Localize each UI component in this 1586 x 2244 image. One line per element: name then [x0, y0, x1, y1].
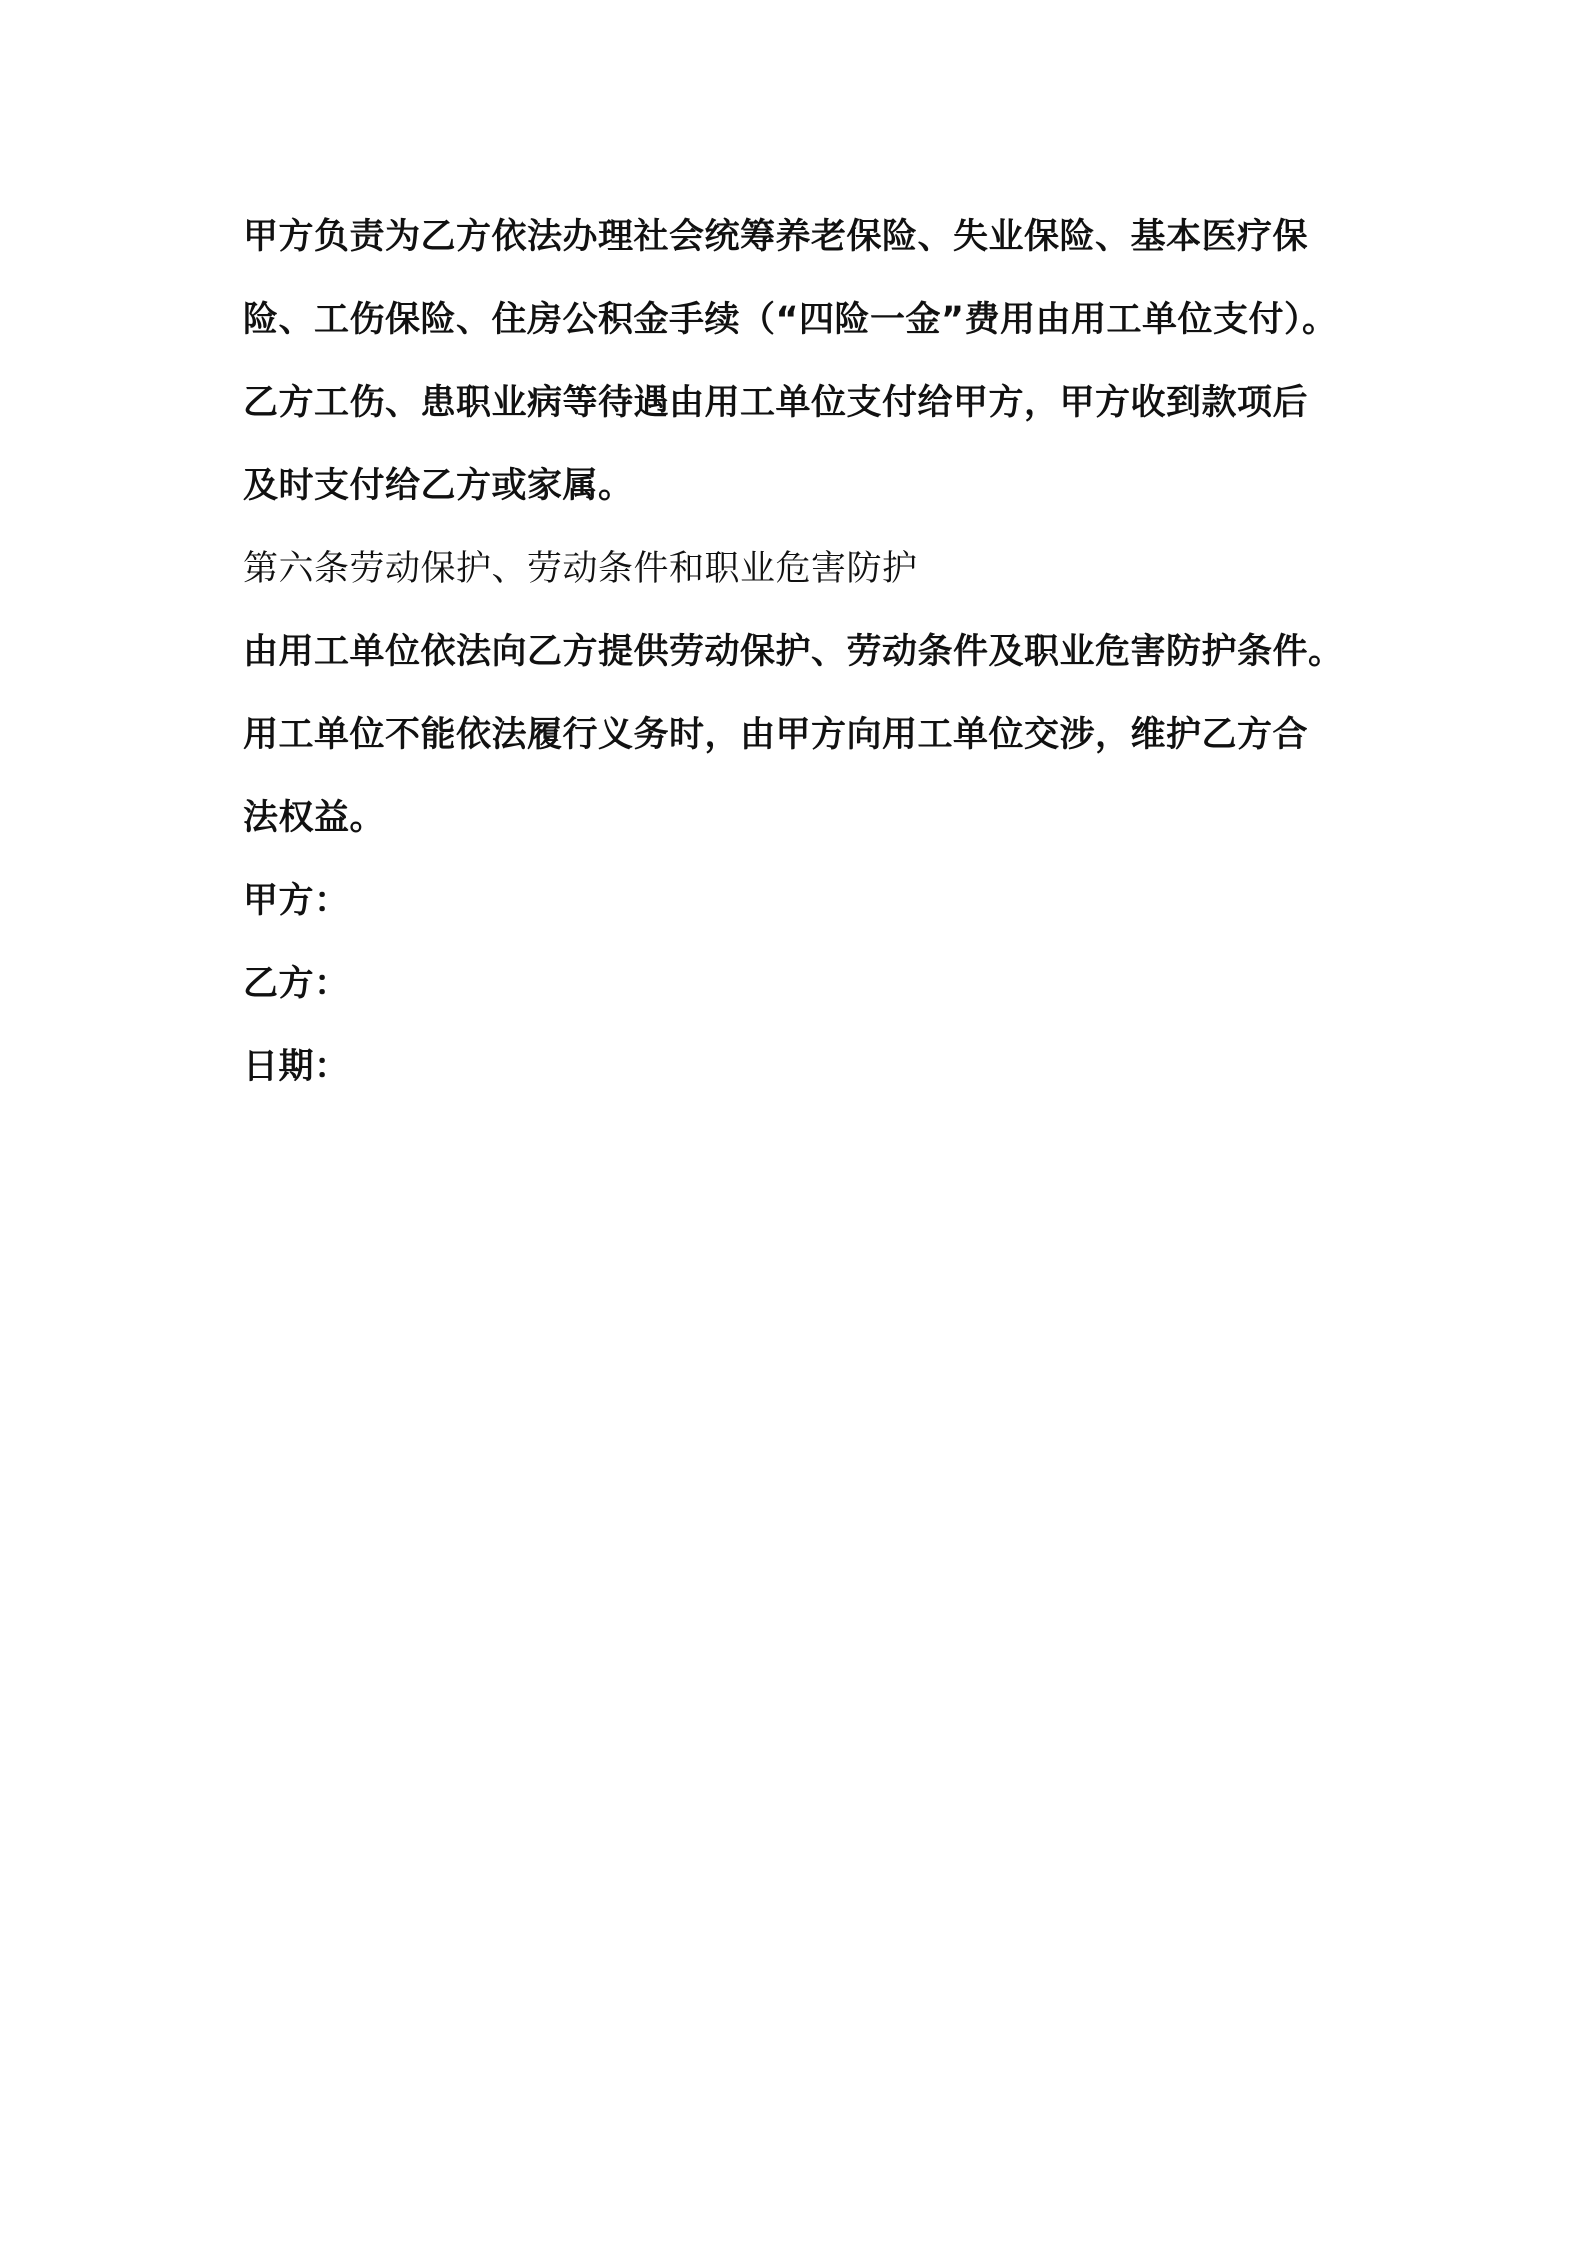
document-body — [243, 196, 1393, 1109]
section-heading: 第六条劳动保护、劳动条件和职业危害防护 — [243, 549, 918, 589]
paragraph-line-3: 乙方工伤、患职业病等待遇由用工单位支付给甲方，甲方收到款项后 — [243, 383, 1309, 423]
paragraph-line-8: 法权益。 — [243, 798, 386, 838]
paragraph-line-1: 甲方负责为乙方依法办理社会统筹养老保险、失业保险、基本医疗保 — [243, 217, 1309, 257]
paragraph-line-6: 由用工单位依法向乙方提供劳动保护、劳动条件及职业危害防护条件。 — [243, 632, 1344, 672]
paragraph-line-2: 险、工伤保险、住房公积金手续（“四险一金”费用由用工单位支付）。 — [243, 300, 1338, 340]
paragraph-line-4: 及时支付给乙方或家属。 — [243, 466, 634, 506]
signature-date: 日期： — [243, 1047, 350, 1087]
signature-party-a: 甲方： — [243, 881, 350, 921]
signature-party-b: 乙方： — [243, 964, 350, 1004]
paragraph-line-7: 用工单位不能依法履行义务时，由甲方向用工单位交涉，维护乙方合 — [243, 715, 1309, 755]
